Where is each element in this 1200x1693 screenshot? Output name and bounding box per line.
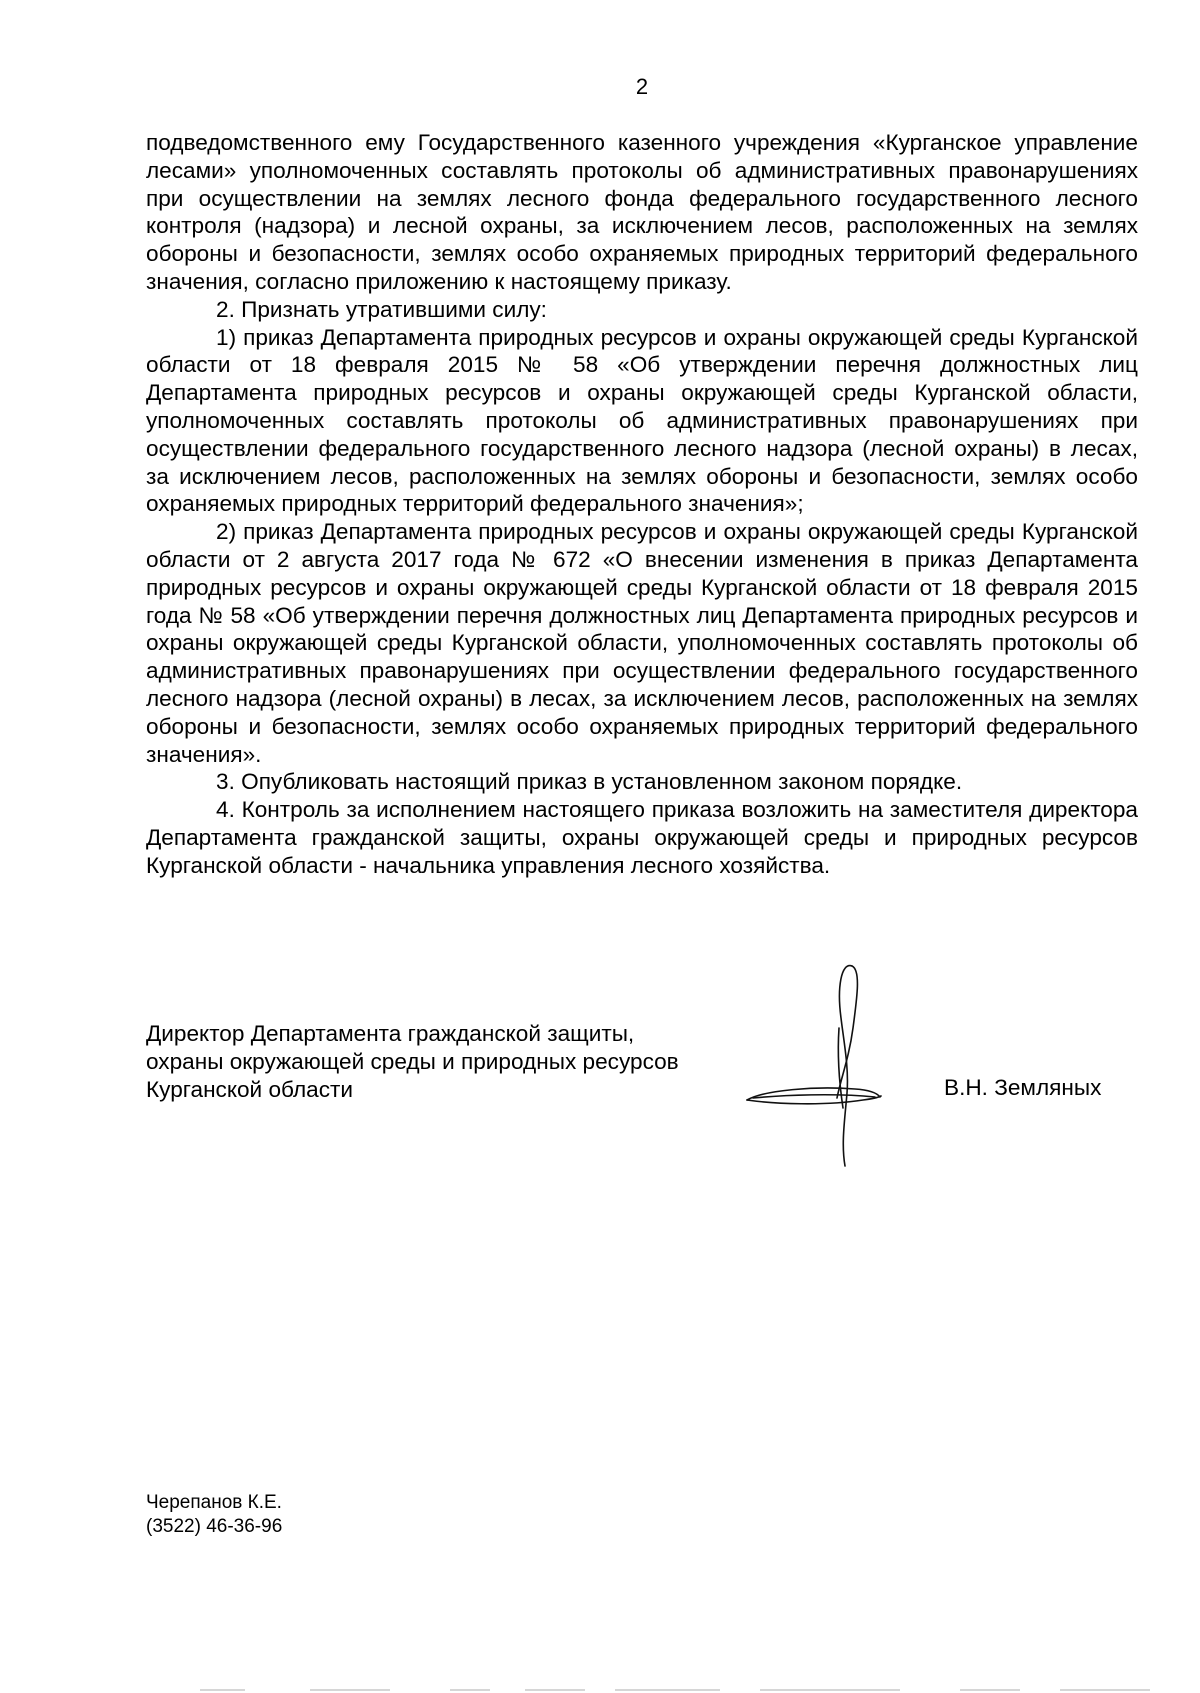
- executor-info: [146, 1491, 282, 1539]
- page-number: 2: [635, 74, 649, 99]
- signatory-title-line: Директор Департамента гражданской защиты,: [146, 1021, 635, 1046]
- paragraph-2: 2. Признать утратившими силу:: [216, 296, 547, 322]
- executor-name: Черепанов К.Е.: [146, 1492, 282, 1513]
- paragraph-1: подведомственного ему Государственного казенного учреждения «Курганское управление лесами» уполномоченных составлять протоколы об административных правонарушениях при осуществлении на землях лесного фонда федерального государственного лесного контроля (надзора) и лесной охраны, за исключением лесов, расположенных на землях обороны и безопасности, землях особо охраняемых природных территорий федерального значения, согласно приложению к настоящему приказу.: [146, 130, 1138, 294]
- signatory-title-line: охраны окружающей среды и природных ресурсов: [146, 1049, 679, 1074]
- signatory-title: [146, 1020, 726, 1104]
- scan-edge-artifact: [0, 1685, 1200, 1693]
- handwritten-signature: [745, 958, 895, 1173]
- paragraph-4: 2) приказ Департамента природных ресурсов и охраны окружающей среды Курганской области от 2 августа 2017 года № 672 «О внесении изменения в приказ Департамента природных ресурсов и охраны окружающей среды Курганской области от 18 февраля 2015 года № 58 «Об утверждении перечня должностных лиц Департамента природных ресурсов и охраны окружающей среды Курганской области, уполномоченных составлять протоколы об административных правонарушениях при осуществлении федерального государственного лесного надзора (лесной охраны) в лесах, за исключением лесов, расположенных на землях обороны и безопасности, землях особо охраняемых природных территорий федерального значения».: [146, 519, 1138, 767]
- executor-phone: (3522) 46-36-96: [146, 1516, 283, 1537]
- paragraph-6: 4. Контроль за исполнением настоящего приказа возложить на заместителя директора Департамента гражданской защиты, охраны окружающей среды и природных ресурсов Курганской области - начальника управления лесного хозяйства.: [146, 797, 1138, 878]
- signatory-name: В.Н. Земляных: [944, 1075, 1102, 1100]
- signatory-title-line: Курганской области: [146, 1077, 353, 1102]
- document-body: [146, 129, 1138, 880]
- paragraph-5: 3. Опубликовать настоящий приказ в установленном законом порядке.: [216, 769, 963, 795]
- paragraph-3: 1) приказ Департамента природных ресурсов и охраны окружающей среды Курганской области от 18 февраля 2015 № 58 «Об утверждении перечня должностных лиц Департамента природных ресурсов и охраны окружающей среды Курганской области, уполномоченных составлять протоколы об административных правонарушениях при осуществлении федерального государственного лесного надзора (лесной охраны) в лесах, за исключением лесов, расположенных на землях обороны и безопасности, землях особо охраняемых природных территорий федерального значения»;: [146, 324, 1138, 517]
